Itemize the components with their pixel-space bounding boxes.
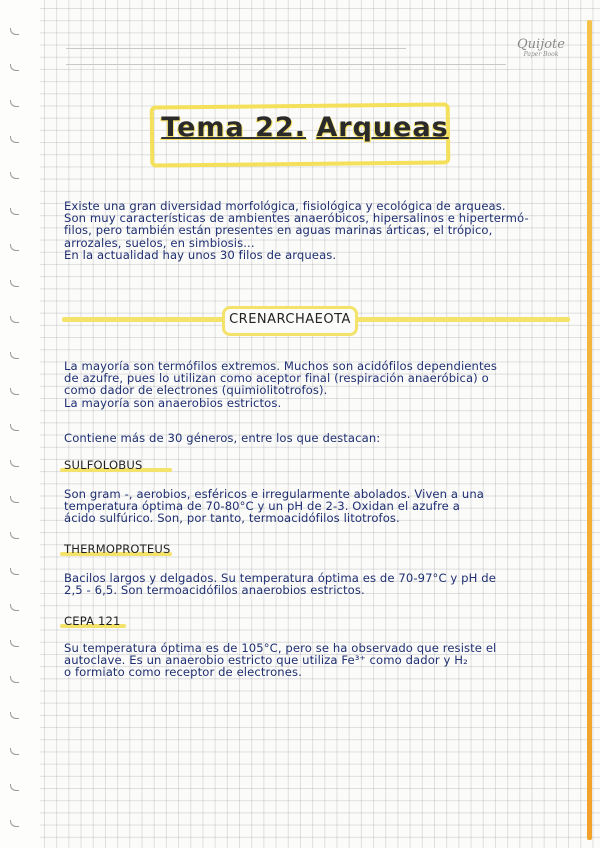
paragraph-line: autoclave. Es un anaerobio estricto que utiliza Fe³⁺ como dador y H₂ <box>64 653 468 668</box>
section-paragraph-1 <box>64 360 572 409</box>
title-prefix: Tema 22. <box>161 112 306 143</box>
paragraph-line: Contiene más de 30 géneros, entre los que destacan: <box>64 431 381 445</box>
intro-paragraph <box>64 200 572 261</box>
intro-line: filos, pero también están presentes en aguas marinas árticas, el trópico, <box>64 223 493 238</box>
title-main: Arqueas <box>316 112 449 143</box>
subtitle-cepa-121: CEPA 121 <box>64 614 121 628</box>
paragraph-line: La mayoría son termófilos extremos. Muchos son acidófilos dependientes <box>64 359 497 373</box>
section-title: CRENARCHAEOTA <box>229 312 351 327</box>
binding-margin <box>0 0 40 848</box>
cepa-121-paragraph <box>64 642 572 679</box>
intro-line: Existe una gran diversidad morfológica, fisiológica y ecológica de arqueas. <box>64 199 506 213</box>
intro-line: arrozales, suelos, en simbiosis... <box>64 235 255 250</box>
paragraph-line: 2,5 - 6,5. Son termoacidófilos anaerobios estrictos. <box>64 583 365 598</box>
paragraph-line: de azufre, pues lo utilizan como aceptor final (respiración anaeróbica) o <box>64 371 489 386</box>
paragraph-line: Su temperatura óptima es de 105°C, pero se ha observado que resiste el <box>64 641 497 655</box>
brand-logo-subtext: Paper Book <box>523 51 559 58</box>
subtitle-thermoproteus: THERMOPROTEUS <box>64 542 171 556</box>
paragraph-line: Bacilos largos y delgados. Su temperatura óptima es de 70-97°C y pH de <box>64 571 496 585</box>
paragraph-line: ácido sulfúrico. Son, por tanto, termoacidófilos litotrofos. <box>64 511 400 526</box>
section-paragraph-2 <box>64 432 572 444</box>
intro-line: Son muy características de ambientes anaeróbicos, hipersalinos e hipertermó- <box>64 211 529 226</box>
header-rule <box>66 64 506 65</box>
paragraph-line: como dador de electrones (quimiolitotrofos). <box>64 383 328 398</box>
paragraph-line: temperatura óptima de 70-80°C y un pH de 2-3. Oxidan el azufre a <box>64 499 460 514</box>
page-title <box>160 112 450 143</box>
thermoproteus-paragraph <box>64 572 572 596</box>
page-edge-stripe <box>587 20 592 840</box>
brand-logo-text: Quijote <box>517 37 565 52</box>
header-rule <box>66 48 406 49</box>
paragraph-line: o formiato como receptor de electrones. <box>64 665 302 680</box>
intro-line: En la actualidad hay unos 30 filos de arqueas. <box>64 247 337 262</box>
sulfolobus-paragraph <box>64 488 572 525</box>
brand-logo <box>517 38 565 59</box>
subtitle-sulfolobus: SULFOLOBUS <box>64 458 143 472</box>
paragraph-line: Son gram -, aerobios, esféricos e irregularmente abolados. Viven a una <box>64 487 484 501</box>
paragraph-line: La mayoría son anaerobios estrictos. <box>64 395 282 410</box>
